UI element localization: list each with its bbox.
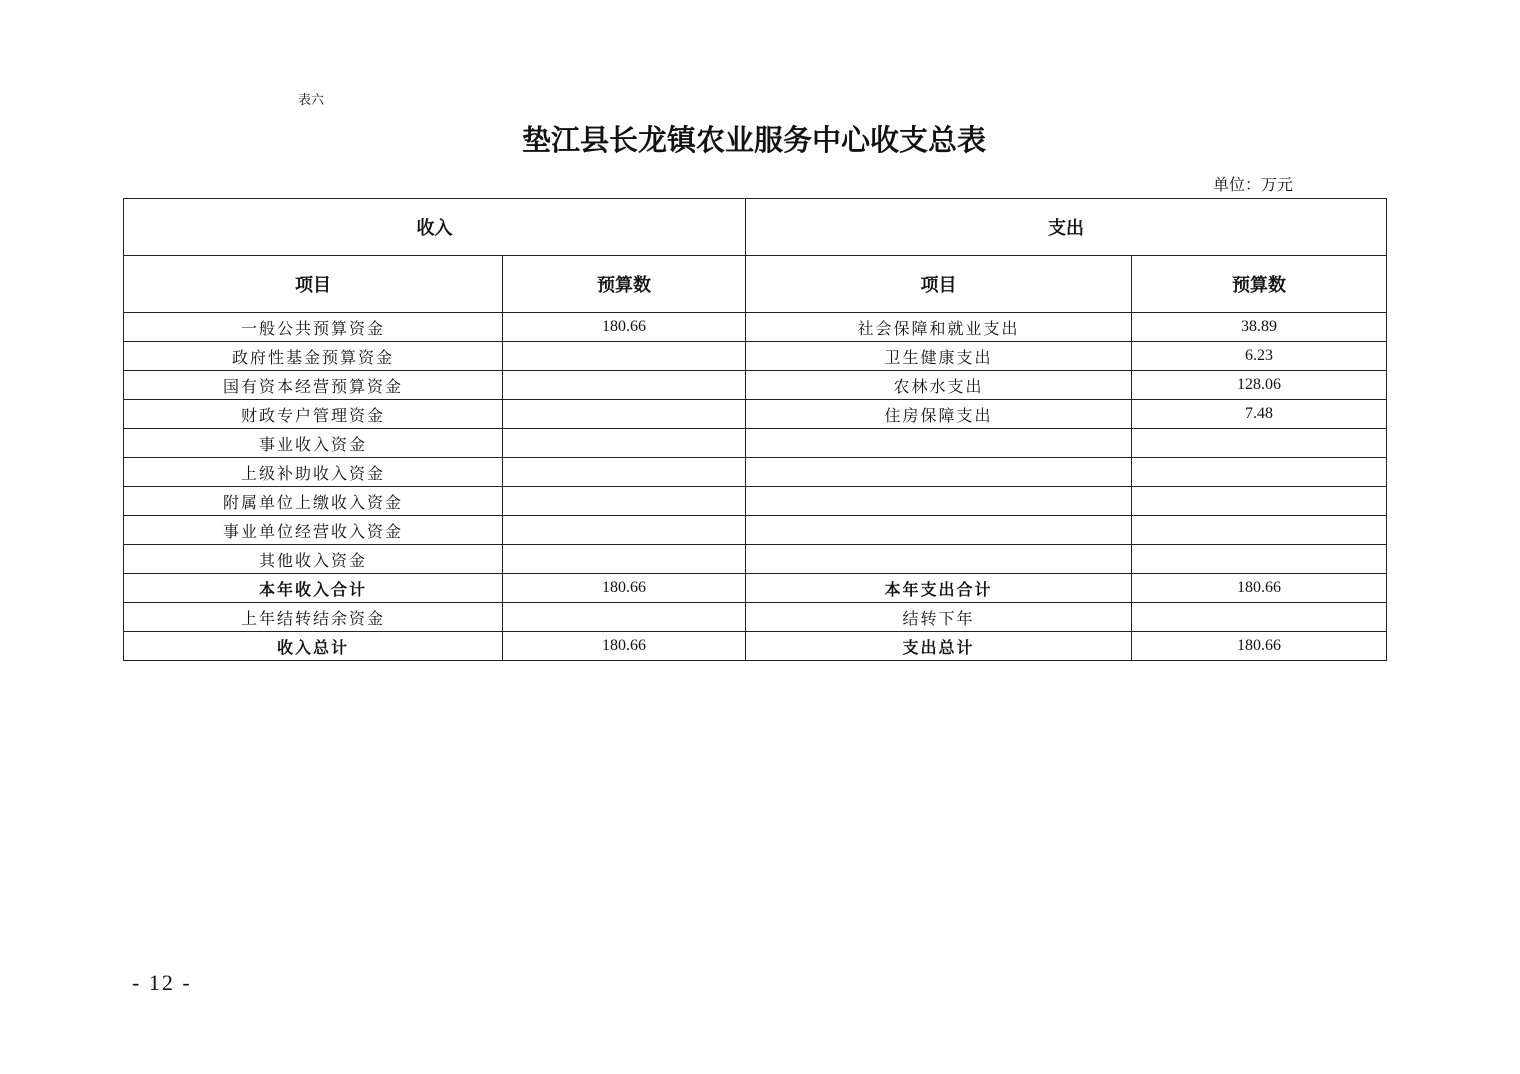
expense-amount-cell [1132,458,1387,487]
expense-amount-cell: 180.66 [1132,574,1387,603]
group-header-row [124,199,1387,256]
income-item-cell: 上级补助收入资金 [124,458,503,487]
income-item-cell: 其他收入资金 [124,545,503,574]
table-row [124,458,1387,487]
income-amount-cell [503,371,746,400]
expense-item-cell: 农林水支出 [746,371,1132,400]
expense-amount-cell: 180.66 [1132,632,1387,661]
table-row [124,400,1387,429]
income-expense-table [123,198,1387,661]
income-item-cell: 附属单位上缴收入资金 [124,487,503,516]
table-row [124,603,1387,632]
table-row [124,313,1387,342]
table-row [124,574,1387,603]
income-item-cell: 上年结转结余资金 [124,603,503,632]
income-item-cell: 本年收入合计 [124,574,503,603]
table-row [124,516,1387,545]
income-amount-cell [503,487,746,516]
expense-group-header: 支出 [746,199,1387,256]
income-amount-cell [503,516,746,545]
expense-amount-cell [1132,487,1387,516]
income-item-cell: 事业收入资金 [124,429,503,458]
expense-item-column-header: 项目 [746,256,1132,313]
income-item-cell: 收入总计 [124,632,503,661]
income-amount-cell [503,429,746,458]
expense-item-cell: 本年支出合计 [746,574,1132,603]
expense-item-cell [746,487,1132,516]
expense-item-cell: 支出总计 [746,632,1132,661]
column-header-row [124,256,1387,313]
expense-item-cell [746,458,1132,487]
table-row [124,371,1387,400]
income-amount-cell: 180.66 [503,313,746,342]
income-amount-cell [503,603,746,632]
expense-item-cell [746,429,1132,458]
table-row [124,429,1387,458]
income-amount-cell [503,458,746,487]
page-number: - 12 - [132,970,192,995]
expense-item-cell: 住房保障支出 [746,400,1132,429]
table-number-label: 表六 [298,93,325,108]
unit-label: 单位：万元 [1213,175,1294,194]
expense-amount-cell [1132,545,1387,574]
table-row [124,545,1387,574]
expense-amount-cell: 128.06 [1132,371,1387,400]
table-row [124,342,1387,371]
table-body [124,313,1387,661]
expense-amount-cell [1132,603,1387,632]
income-item-cell: 事业单位经营收入资金 [124,516,503,545]
income-item-cell: 政府性基金预算资金 [124,342,503,371]
income-amount-cell: 180.66 [503,574,746,603]
expense-amount-column-header: 预算数 [1132,256,1387,313]
expense-amount-cell [1132,516,1387,545]
expense-amount-cell: 6.23 [1132,342,1387,371]
income-group-header: 收入 [124,199,746,256]
table-row [124,487,1387,516]
income-item-column-header: 项目 [124,256,503,313]
expense-amount-cell: 38.89 [1132,313,1387,342]
page-title: 垫江县长龙镇农业服务中心收支总表 [521,123,986,157]
expense-item-cell [746,516,1132,545]
income-item-cell: 国有资本经营预算资金 [124,371,503,400]
expense-item-cell: 社会保障和就业支出 [746,313,1132,342]
expense-item-cell: 卫生健康支出 [746,342,1132,371]
budget-table-container [123,198,1387,661]
income-amount-cell [503,342,746,371]
expense-amount-cell [1132,429,1387,458]
income-amount-cell: 180.66 [503,632,746,661]
income-item-cell: 一般公共预算资金 [124,313,503,342]
income-amount-cell [503,400,746,429]
expense-amount-cell: 7.48 [1132,400,1387,429]
income-amount-column-header: 预算数 [503,256,746,313]
table-row [124,632,1387,661]
expense-item-cell: 结转下年 [746,603,1132,632]
income-item-cell: 财政专户管理资金 [124,400,503,429]
expense-item-cell [746,545,1132,574]
income-amount-cell [503,545,746,574]
